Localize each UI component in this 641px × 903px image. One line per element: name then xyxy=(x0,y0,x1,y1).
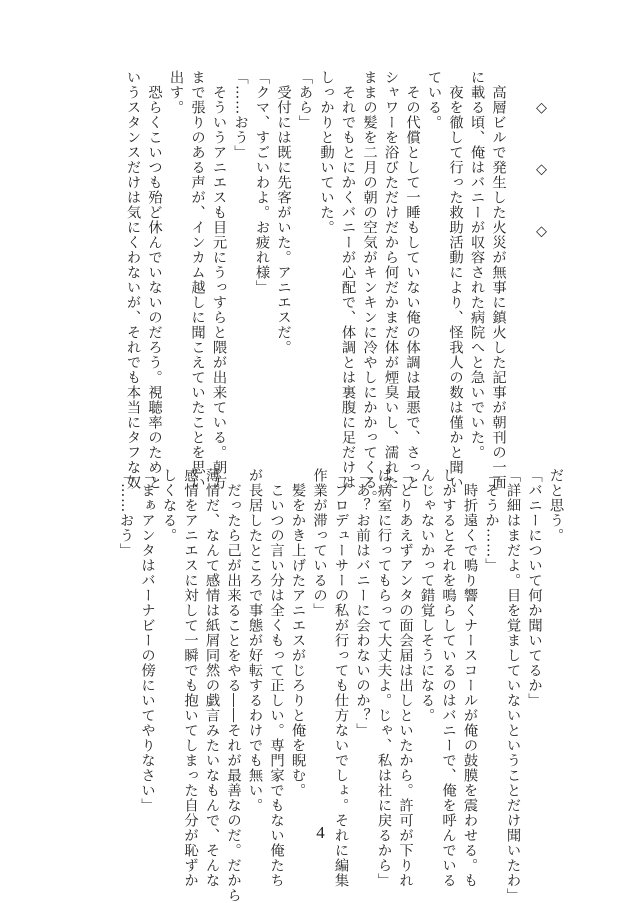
text-line: 「とりあえずアンタの面会届は出しといたから。許可が下りれ xyxy=(397,468,414,888)
text-line: しっかりと動いていた。 xyxy=(318,70,335,235)
text-line: ◇ ◇ ◇ xyxy=(533,70,550,241)
text-line: まで張りのある声が、インカム越しに聞こえていたことを思い xyxy=(189,70,206,490)
text-line: 「……おう」 xyxy=(118,468,134,558)
text-line: その代償として一睡もしていない俺の体調は最悪で、さっと xyxy=(404,70,421,490)
text-line: 「バニーについて何か聞いてるか」 xyxy=(526,468,543,708)
text-line: ままの髪を二月の朝の空気がキンキンに冷やしにかかってくる。 xyxy=(361,70,378,505)
text-line: こいつの言い分は全くもって正しい。専門家でもない俺たち xyxy=(268,468,285,888)
text-line: いうスタンスだけは気にくわないが、それでも本当にタフな奴 xyxy=(125,70,141,490)
text-line: 「クマ、すごいわよ。お疲れ様」 xyxy=(254,70,270,295)
text-line: シャワーを浴びただけだから何だかまだ体が煙臭いし、濡れた xyxy=(383,70,399,490)
text-line: しかするとそれを鳴らしているのはバニーで、俺を呼んでいる xyxy=(440,468,457,888)
text-line: 夜を徹して行った救助活動により、怪我人の数は僅かと聞い xyxy=(447,70,464,490)
text-line: 感情をアニエスに対して一瞬でも抱いてしまった自分が恥ずか xyxy=(182,468,199,888)
text-line: 「詳細はまだよ。目を覚ましていないということだけ聞いたわ」 xyxy=(505,468,521,903)
text-line: だったら己が出来ることをやる――それが最善なのだ。だから xyxy=(225,468,242,903)
text-line: だと思う。 xyxy=(548,468,564,543)
text-line: に載る頃、俺はバニーが収容された病院へと急いでいた。 xyxy=(469,70,485,460)
text-line: 受付には既に先客がいた。アニエスだ。 xyxy=(275,70,292,355)
text-line: んじゃないかって錯覚しそうになる。 xyxy=(419,468,435,723)
text-line: 出す。 xyxy=(168,70,184,115)
text-line: そういうアニエスも目元にうっすらと隈が出来ている。朝方 xyxy=(211,70,227,490)
page-number: 4 xyxy=(316,823,325,842)
text-line: が長居したところで事態が好転するわけでも無い。 xyxy=(247,468,263,813)
text-line: 「まぁアンタはバーナビーの傍にいてやりなさい」 xyxy=(139,468,156,813)
text-line: ば病室に行ってもらって大丈夫よ。じゃ、私は社に戻るから」 xyxy=(376,468,392,888)
text-line: しくなる。 xyxy=(161,468,177,543)
text-line xyxy=(509,70,531,445)
text-line xyxy=(552,70,574,445)
lower-text-block xyxy=(115,468,567,903)
text-line: 「プロデューサーの私が行っても仕方ないでしょ。それに編集 xyxy=(333,468,349,888)
text-line: 薄情だ、なんて感情は紙屑同然の戯言みたいなもんで、そんな xyxy=(204,468,220,888)
text-line: 時折遠くで鳴り響くナースコールが俺の鼓膜を震わせる。も xyxy=(462,468,478,888)
text-line: それでもとにかくバニーが心配で、体調とは裏腹に足だけは xyxy=(340,70,356,490)
upper-text-block xyxy=(122,70,574,505)
text-line: 「あら」 xyxy=(297,70,313,130)
text-line: 高層ビルで発生した火災が無事に鎮火した記事が朝刊の一面 xyxy=(490,70,507,490)
text-line: 髪をかき上げたアニエスがじろりと俺を睨む。 xyxy=(290,468,306,798)
text-line: 「……おう」 xyxy=(232,70,249,160)
text-line: 「そうか……」 xyxy=(483,468,500,573)
text-line: 作業が滞っているの」 xyxy=(311,468,328,618)
text-line: 恐らくこいつも殆ど休んでいないのだろう。視聴率のためと xyxy=(146,70,163,490)
text-line: 「あ？お前はバニーに会わないのか？」 xyxy=(354,468,371,738)
text-line: ている。 xyxy=(426,70,442,130)
